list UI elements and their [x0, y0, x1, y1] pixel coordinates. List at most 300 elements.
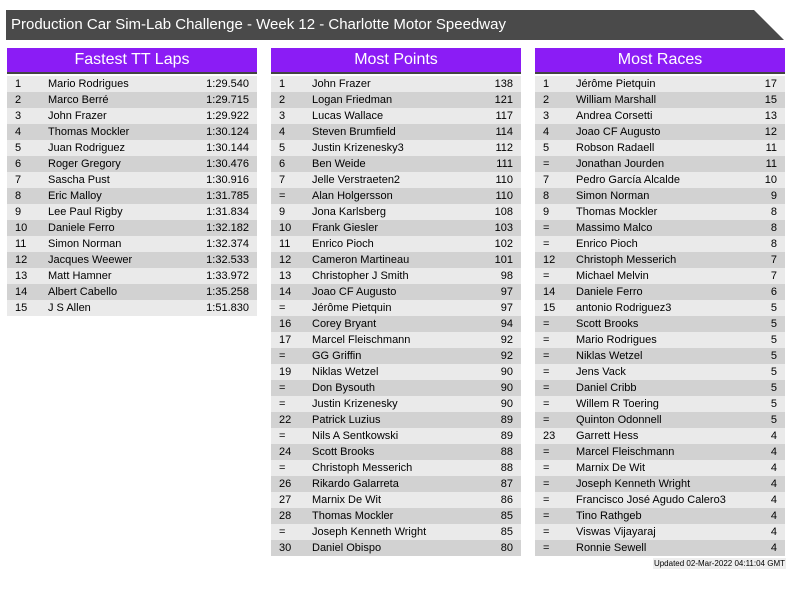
- driver-name-cell: John Frazer: [312, 78, 371, 90]
- driver-name-cell: Don Bysouth: [312, 382, 375, 394]
- value-cell: 12: [764, 126, 777, 138]
- table-row: [535, 124, 785, 140]
- table-row: [535, 108, 785, 124]
- most-points-header: Most Points: [271, 48, 521, 74]
- value-cell: 15: [764, 94, 777, 106]
- rank-cell: =: [543, 350, 550, 362]
- table-row: [535, 380, 785, 396]
- rank-cell: =: [543, 318, 550, 330]
- driver-name-cell: Mario Rodrigues: [48, 78, 129, 90]
- rank-cell: 10: [279, 222, 292, 234]
- table-row: [271, 508, 521, 524]
- table-row: [7, 188, 257, 204]
- rank-cell: =: [543, 382, 550, 394]
- value-cell: 89: [500, 414, 513, 426]
- rank-cell: 4: [279, 126, 286, 138]
- page-banner: [6, 10, 784, 40]
- value-cell: 85: [500, 510, 513, 522]
- table-row: [7, 140, 257, 156]
- table-row: [271, 300, 521, 316]
- table-row: [7, 220, 257, 236]
- table-row: [535, 348, 785, 364]
- value-cell: 98: [500, 270, 513, 282]
- driver-name-cell: Logan Friedman: [312, 94, 393, 106]
- rank-cell: =: [543, 238, 550, 250]
- rank-cell: =: [543, 222, 550, 234]
- driver-name-cell: Thomas Mockler: [48, 126, 130, 138]
- rank-cell: 23: [543, 430, 556, 442]
- rank-cell: =: [543, 158, 550, 170]
- most-races-header: Most Races: [535, 48, 785, 74]
- driver-name-cell: Sascha Pust: [48, 174, 110, 186]
- value-cell: 13: [764, 110, 777, 122]
- value-cell: 10: [764, 174, 777, 186]
- rank-cell: 9: [15, 206, 22, 218]
- rank-cell: 11: [279, 238, 291, 250]
- table-row: [7, 300, 257, 316]
- value-cell: 88: [500, 446, 513, 458]
- value-cell: 121: [494, 94, 513, 106]
- value-cell: 102: [494, 238, 513, 250]
- table-row: [271, 524, 521, 540]
- driver-name-cell: Andrea Corsetti: [576, 110, 653, 122]
- table-row: [271, 204, 521, 220]
- value-cell: 94: [500, 318, 513, 330]
- value-cell: 108: [494, 206, 513, 218]
- table-row: [271, 92, 521, 108]
- table-row: [271, 108, 521, 124]
- value-cell: 110: [495, 190, 513, 202]
- table-row: [271, 124, 521, 140]
- fastest-tt-laps-list: [7, 76, 257, 316]
- driver-name-cell: Simon Norman: [48, 238, 122, 250]
- rank-cell: 11: [15, 238, 27, 250]
- rank-cell: 2: [543, 94, 550, 106]
- driver-name-cell: Thomas Mockler: [312, 510, 394, 522]
- value-cell: 1:30.124: [206, 126, 249, 138]
- rank-cell: =: [543, 462, 550, 474]
- driver-name-cell: Garrett Hess: [576, 430, 639, 442]
- driver-name-cell: Jens Vack: [576, 366, 626, 378]
- rank-cell: =: [279, 398, 286, 410]
- table-row: [535, 156, 785, 172]
- value-cell: 5: [770, 414, 777, 426]
- rank-cell: =: [279, 430, 286, 442]
- rank-cell: 24: [279, 446, 292, 458]
- table-row: [7, 268, 257, 284]
- driver-name-cell: Justin Krizenesky: [312, 398, 398, 410]
- value-cell: 7: [770, 254, 777, 266]
- table-row: [7, 92, 257, 108]
- rank-cell: =: [543, 398, 550, 410]
- driver-name-cell: Enrico Pioch: [576, 238, 638, 250]
- table-row: [535, 140, 785, 156]
- rank-cell: =: [543, 494, 550, 506]
- driver-name-cell: Tino Rathgeb: [576, 510, 642, 522]
- table-row: [271, 76, 521, 92]
- rank-cell: 1: [15, 78, 22, 90]
- driver-name-cell: Enrico Pioch: [312, 238, 374, 250]
- rank-cell: =: [279, 462, 286, 474]
- table-row: [271, 540, 521, 556]
- driver-name-cell: Steven Brumfield: [312, 126, 396, 138]
- rank-cell: 26: [279, 478, 292, 490]
- value-cell: 6: [770, 286, 777, 298]
- driver-name-cell: Simon Norman: [576, 190, 650, 202]
- rank-cell: 3: [543, 110, 550, 122]
- table-row: [535, 76, 785, 92]
- table-row: [271, 476, 521, 492]
- driver-name-cell: J S Allen: [48, 302, 91, 314]
- rank-cell: =: [543, 366, 550, 378]
- value-cell: 89: [500, 430, 513, 442]
- table-row: [7, 252, 257, 268]
- value-cell: 5: [770, 350, 777, 362]
- driver-name-cell: Juan Rodriguez: [48, 142, 126, 154]
- table-row: [271, 252, 521, 268]
- table-row: [535, 316, 785, 332]
- driver-name-cell: Marcel Fleischmann: [312, 334, 411, 346]
- table-row: [271, 140, 521, 156]
- rank-cell: 1: [543, 78, 550, 90]
- driver-name-cell: William Marshall: [576, 94, 657, 106]
- value-cell: 4: [770, 478, 777, 490]
- table-row: [535, 268, 785, 284]
- value-cell: 5: [770, 366, 777, 378]
- table-row: [271, 284, 521, 300]
- value-cell: 112: [495, 142, 513, 154]
- value-cell: 1:32.374: [206, 238, 249, 250]
- value-cell: 8: [770, 222, 777, 234]
- rank-cell: 2: [279, 94, 286, 106]
- table-row: [271, 268, 521, 284]
- driver-name-cell: Marnix De Wit: [576, 462, 646, 474]
- rank-cell: 12: [543, 254, 556, 266]
- table-row: [271, 316, 521, 332]
- value-cell: 88: [500, 462, 513, 474]
- driver-name-cell: Quinton Odonnell: [576, 414, 662, 426]
- rank-cell: =: [279, 190, 286, 202]
- table-row: [7, 204, 257, 220]
- rank-cell: =: [543, 334, 550, 346]
- most-points-list: [271, 76, 521, 556]
- rank-cell: =: [543, 270, 550, 282]
- table-row: [535, 524, 785, 540]
- table-row: [535, 332, 785, 348]
- value-cell: 4: [770, 542, 777, 554]
- driver-name-cell: antonio Rodriguez3: [576, 302, 672, 314]
- rank-cell: 10: [15, 222, 28, 234]
- rank-cell: 9: [279, 206, 286, 218]
- value-cell: 1:32.533: [206, 254, 249, 266]
- driver-name-cell: Nils A Sentkowski: [312, 430, 399, 442]
- rank-cell: 7: [15, 174, 22, 186]
- driver-name-cell: Jelle Verstraeten2: [312, 174, 401, 186]
- driver-name-cell: John Frazer: [48, 110, 107, 122]
- table-row: [7, 172, 257, 188]
- rank-cell: 4: [15, 126, 22, 138]
- rank-cell: 9: [543, 206, 550, 218]
- table-row: [535, 236, 785, 252]
- rank-cell: =: [543, 478, 550, 490]
- value-cell: 5: [770, 334, 777, 346]
- rank-cell: 3: [15, 110, 22, 122]
- table-row: [535, 92, 785, 108]
- value-cell: 92: [500, 350, 513, 362]
- driver-name-cell: Ben Weide: [312, 158, 366, 170]
- value-cell: 97: [500, 302, 513, 314]
- table-row: [535, 428, 785, 444]
- table-row: [535, 492, 785, 508]
- table-row: [535, 540, 785, 556]
- rank-cell: 5: [279, 142, 286, 154]
- table-row: [535, 412, 785, 428]
- rank-cell: 3: [279, 110, 286, 122]
- driver-name-cell: Eric Malloy: [48, 190, 102, 202]
- rank-cell: 5: [543, 142, 550, 154]
- updated-timestamp: Updated 02-Mar-2022 04:11:04 GMT: [653, 559, 785, 568]
- driver-name-cell: Joao CF Augusto: [312, 286, 397, 298]
- table-row: [271, 332, 521, 348]
- rank-cell: 22: [279, 414, 292, 426]
- driver-name-cell: Robson Radaell: [576, 142, 655, 154]
- value-cell: 1:30.144: [206, 142, 249, 154]
- value-cell: 138: [494, 78, 513, 90]
- value-cell: 92: [500, 334, 513, 346]
- driver-name-cell: Christoph Messerich: [312, 462, 413, 474]
- value-cell: 110: [495, 174, 513, 186]
- value-cell: 4: [770, 526, 777, 538]
- value-cell: 11: [765, 158, 777, 170]
- value-cell: 111: [496, 158, 513, 170]
- rank-cell: =: [279, 350, 286, 362]
- driver-name-cell: Massimo Malco: [576, 222, 653, 234]
- most-points-panel: [271, 48, 521, 556]
- rank-cell: =: [543, 414, 550, 426]
- driver-name-cell: Matt Hamner: [48, 270, 112, 282]
- rank-cell: 30: [279, 542, 292, 554]
- value-cell: 7: [770, 270, 777, 282]
- table-row: [271, 348, 521, 364]
- rank-cell: 6: [279, 158, 286, 170]
- driver-name-cell: Viswas Vijayaraj: [576, 526, 656, 538]
- value-cell: 1:29.540: [206, 78, 249, 90]
- value-cell: 1:51.830: [206, 302, 249, 314]
- table-row: [7, 108, 257, 124]
- value-cell: 1:29.715: [206, 94, 249, 106]
- driver-name-cell: Daniele Ferro: [576, 286, 643, 298]
- table-row: [535, 300, 785, 316]
- value-cell: 1:35.258: [206, 286, 249, 298]
- rank-cell: 7: [279, 174, 286, 186]
- rank-cell: =: [543, 526, 550, 538]
- value-cell: 8: [770, 238, 777, 250]
- rank-cell: 8: [543, 190, 550, 202]
- value-cell: 87: [500, 478, 513, 490]
- value-cell: 90: [500, 366, 513, 378]
- value-cell: 1:33.972: [206, 270, 249, 282]
- value-cell: 101: [494, 254, 513, 266]
- rank-cell: 28: [279, 510, 292, 522]
- table-row: [271, 412, 521, 428]
- driver-name-cell: Ronnie Sewell: [576, 542, 647, 554]
- driver-name-cell: Niklas Wetzel: [312, 366, 379, 378]
- driver-name-cell: Christopher J Smith: [312, 270, 409, 282]
- driver-name-cell: Jona Karlsberg: [312, 206, 386, 218]
- rank-cell: 12: [15, 254, 28, 266]
- value-cell: 5: [770, 382, 777, 394]
- value-cell: 114: [495, 126, 513, 138]
- table-row: [271, 380, 521, 396]
- driver-name-cell: Joao CF Augusto: [576, 126, 661, 138]
- value-cell: 1:30.476: [206, 158, 249, 170]
- rank-cell: =: [543, 510, 550, 522]
- driver-name-cell: Pedro García Alcalde: [576, 174, 680, 186]
- table-row: [535, 220, 785, 236]
- value-cell: 5: [770, 318, 777, 330]
- driver-name-cell: Lucas Wallace: [312, 110, 384, 122]
- rank-cell: 7: [543, 174, 550, 186]
- table-row: [271, 492, 521, 508]
- driver-name-cell: Jérôme Pietquin: [312, 302, 392, 314]
- fastest-tt-laps-header: Fastest TT Laps: [7, 48, 257, 74]
- table-row: [271, 396, 521, 412]
- rank-cell: =: [543, 446, 550, 458]
- table-row: [7, 236, 257, 252]
- value-cell: 4: [770, 446, 777, 458]
- driver-name-cell: Lee Paul Rigby: [48, 206, 123, 218]
- table-row: [7, 124, 257, 140]
- driver-name-cell: Alan Holgersson: [312, 190, 393, 202]
- value-cell: 1:31.785: [206, 190, 249, 202]
- table-row: [271, 156, 521, 172]
- value-cell: 4: [770, 462, 777, 474]
- driver-name-cell: Frank Giesler: [312, 222, 379, 234]
- table-row: [535, 204, 785, 220]
- table-row: [271, 444, 521, 460]
- table-row: [7, 156, 257, 172]
- value-cell: 90: [500, 382, 513, 394]
- rank-cell: 16: [279, 318, 292, 330]
- rank-cell: 12: [279, 254, 292, 266]
- driver-name-cell: Jonathan Jourden: [576, 158, 665, 170]
- table-row: [535, 188, 785, 204]
- driver-name-cell: Joseph Kenneth Wright: [312, 526, 427, 538]
- driver-name-cell: Corey Bryant: [312, 318, 377, 330]
- driver-name-cell: Michael Melvin: [576, 270, 649, 282]
- driver-name-cell: Patrick Luzius: [312, 414, 381, 426]
- value-cell: 11: [765, 142, 777, 154]
- table-row: [535, 364, 785, 380]
- table-row: [535, 284, 785, 300]
- rank-cell: =: [279, 302, 286, 314]
- table-row: [271, 220, 521, 236]
- table-row: [271, 428, 521, 444]
- driver-name-cell: Cameron Martineau: [312, 254, 410, 266]
- driver-name-cell: Mario Rodrigues: [576, 334, 657, 346]
- table-row: [535, 444, 785, 460]
- rank-cell: 14: [543, 286, 556, 298]
- value-cell: 85: [500, 526, 513, 538]
- table-row: [271, 460, 521, 476]
- rank-cell: 1: [279, 78, 286, 90]
- value-cell: 17: [764, 78, 777, 90]
- driver-name-cell: Daniel Obispo: [312, 542, 382, 554]
- value-cell: 1:29.922: [206, 110, 249, 122]
- table-row: [7, 284, 257, 300]
- driver-name-cell: Roger Gregory: [48, 158, 121, 170]
- value-cell: 90: [500, 398, 513, 410]
- value-cell: 1:32.182: [206, 222, 249, 234]
- fastest-tt-laps-panel: [7, 48, 257, 316]
- driver-name-cell: Willem R Toering: [576, 398, 659, 410]
- driver-name-cell: Thomas Mockler: [576, 206, 658, 218]
- driver-name-cell: GG Griffin: [312, 350, 362, 362]
- driver-name-cell: Francisco José Agudo Calero3: [576, 494, 726, 506]
- rank-cell: 15: [543, 302, 556, 314]
- rank-cell: 8: [15, 190, 22, 202]
- rank-cell: 5: [15, 142, 22, 154]
- value-cell: 80: [500, 542, 513, 554]
- value-cell: 5: [770, 398, 777, 410]
- table-row: [271, 236, 521, 252]
- rank-cell: 6: [15, 158, 22, 170]
- value-cell: 86: [500, 494, 513, 506]
- table-row: [271, 188, 521, 204]
- value-cell: 8: [770, 206, 777, 218]
- rank-cell: 15: [15, 302, 28, 314]
- value-cell: 1:30.916: [206, 174, 249, 186]
- most-races-panel: [535, 48, 785, 556]
- rank-cell: 13: [15, 270, 28, 282]
- rank-cell: 17: [279, 334, 292, 346]
- driver-name-cell: Scott Brooks: [312, 446, 375, 458]
- driver-name-cell: Daniel Cribb: [576, 382, 637, 394]
- driver-name-cell: Rikardo Galarreta: [312, 478, 399, 490]
- driver-name-cell: Marco Berré: [48, 94, 109, 106]
- rank-cell: 27: [279, 494, 292, 506]
- value-cell: 103: [494, 222, 513, 234]
- value-cell: 1:31.834: [206, 206, 249, 218]
- most-races-list: [535, 76, 785, 556]
- rank-cell: 2: [15, 94, 22, 106]
- value-cell: 4: [770, 430, 777, 442]
- rank-cell: 4: [543, 126, 550, 138]
- rank-cell: =: [279, 382, 286, 394]
- driver-name-cell: Daniele Ferro: [48, 222, 115, 234]
- driver-name-cell: Joseph Kenneth Wright: [576, 478, 691, 490]
- value-cell: 97: [500, 286, 513, 298]
- value-cell: 5: [770, 302, 777, 314]
- table-row: [7, 76, 257, 92]
- driver-name-cell: Christoph Messerich: [576, 254, 677, 266]
- value-cell: 117: [495, 110, 513, 122]
- table-row: [535, 396, 785, 412]
- value-cell: 4: [770, 510, 777, 522]
- table-row: [271, 172, 521, 188]
- table-row: [535, 460, 785, 476]
- value-cell: 4: [770, 494, 777, 506]
- driver-name-cell: Jacques Weewer: [48, 254, 133, 266]
- page-title: Production Car Sim-Lab Challenge - Week 12 - Charlotte Motor Speedway: [11, 16, 506, 33]
- table-row: [535, 172, 785, 188]
- driver-name-cell: Justin Krizenesky3: [312, 142, 404, 154]
- rank-cell: 14: [279, 286, 292, 298]
- driver-name-cell: Niklas Wetzel: [576, 350, 643, 362]
- table-row: [535, 252, 785, 268]
- rank-cell: =: [279, 526, 286, 538]
- driver-name-cell: Marcel Fleischmann: [576, 446, 675, 458]
